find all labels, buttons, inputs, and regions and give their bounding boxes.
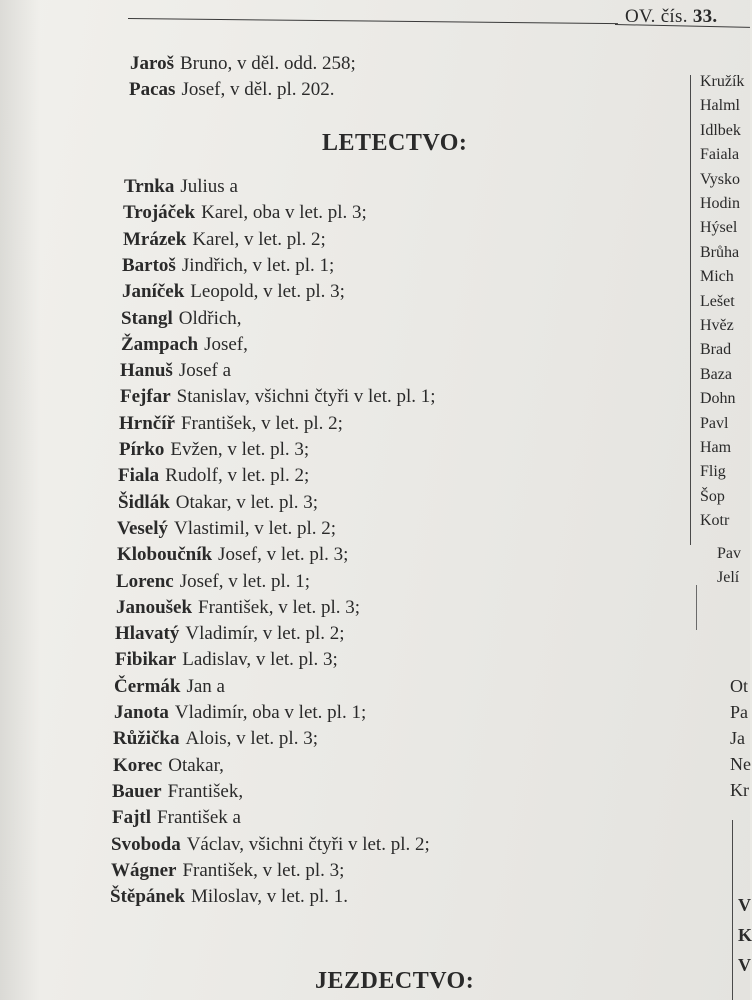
entry-detail: Josef, v let. pl. 1; [179, 571, 311, 592]
section-title-jezdectvo: JEZDECTVO: [315, 968, 475, 994]
entry-detail: Rudolf, v let. pl. 2; [165, 465, 310, 486]
entry-row [119, 413, 343, 435]
right-column-fragment: Halml [700, 97, 740, 114]
entry-detail: Julius a [180, 176, 238, 197]
entry-row [112, 807, 241, 829]
entry-surname: Štěpánek [110, 886, 185, 907]
entry-row [116, 571, 310, 593]
header-label: OV. čís. [625, 6, 688, 27]
entry-row [112, 781, 243, 803]
entry-row [120, 360, 231, 382]
entry-row [120, 386, 436, 408]
entry-surname: Fajtl [112, 807, 152, 828]
entry-row [124, 176, 238, 198]
entry-detail: Vladimír, oba v let. pl. 1; [174, 702, 367, 723]
entry-row [115, 623, 345, 645]
right-column-bottom-fragment: V [738, 895, 751, 915]
right-column-fragment: Idlbek [700, 122, 741, 139]
entry-row [119, 439, 309, 461]
entry-row [117, 518, 336, 540]
entry-surname: Kloboučník [117, 544, 213, 565]
column-divider-lower [696, 585, 697, 630]
entry-surname: Šidlák [118, 492, 170, 513]
entry-surname: Žampach [121, 334, 199, 355]
right-column-fragment: Pavl [700, 415, 729, 432]
entry-row [117, 544, 348, 566]
entry-surname: Korec [113, 755, 163, 776]
right-column-lower-fragment: Pa [730, 702, 748, 722]
entry-detail: Karel, v let. pl. 2; [192, 229, 326, 250]
right-column-fragment: Jelí [717, 569, 740, 586]
entry-detail: Stanislav, všichni čtyři v let. pl. 1; [176, 386, 436, 407]
entry-detail: Josef, v děl. pl. 202. [181, 79, 335, 100]
entry-detail: Jindřich, v let. pl. 1; [181, 255, 335, 276]
entry-surname: Svoboda [111, 834, 181, 855]
entry-surname: Pacas [129, 79, 176, 100]
entry-surname: Jaroš [130, 53, 174, 74]
entry-surname: Čermák [114, 676, 181, 697]
entry-surname: Veselý [117, 518, 169, 539]
entry-row [114, 676, 225, 698]
right-column-fragment: Vysko [700, 171, 741, 188]
right-column-fragment: Faiala [700, 146, 740, 163]
right-column-fragment: Kružík [700, 73, 745, 90]
entry-detail: Leopold, v let. pl. 3; [190, 281, 345, 302]
entry-row [122, 255, 334, 277]
entry-row [113, 728, 318, 750]
entry-detail: Josef, v let. pl. 3; [218, 544, 349, 565]
entry-detail: Otakar, v let. pl. 3; [175, 492, 318, 513]
entry-detail: František, [167, 781, 244, 802]
right-column-lower-fragment: Ne [730, 754, 751, 774]
page-shadow [0, 0, 40, 1000]
entry-row [121, 334, 248, 356]
entry-row [116, 597, 360, 619]
right-column-bottom-fragment: V [738, 955, 751, 975]
right-column-fragment: Ham [700, 439, 732, 456]
entry-detail: Miloslav, v let. pl. 1. [190, 886, 349, 907]
entry-surname: Trojáček [123, 202, 196, 223]
right-column-fragment: Hvěz [700, 317, 734, 334]
entry-detail: Josef, [204, 334, 248, 355]
column-divider [690, 75, 691, 545]
entry-row [111, 834, 430, 856]
entry-surname: Hlavatý [115, 623, 180, 644]
entry-surname: Stangl [121, 308, 173, 329]
entry-surname: Trnka [124, 176, 175, 197]
entry-detail: Jan a [186, 676, 225, 697]
header-rule [128, 18, 618, 24]
entry-row [118, 492, 318, 514]
entry-row [123, 229, 326, 251]
entry-row [110, 886, 348, 908]
entry-surname: Janoušek [116, 597, 193, 618]
right-column-fragment: Baza [700, 366, 732, 383]
entry-detail: Vladimír, v let. pl. 2; [185, 623, 345, 644]
entry-detail: Karel, oba v let. pl. 3; [201, 202, 367, 223]
entry-row [121, 308, 242, 330]
entry-row [113, 755, 224, 777]
entry-detail: Evžen, v let. pl. 3; [170, 439, 310, 460]
right-column-fragment: Brad [700, 341, 732, 358]
entry-row [114, 702, 366, 724]
entry-detail: Otakar, [168, 755, 224, 776]
entry-row [122, 281, 345, 303]
entry-surname: Hrnčíř [119, 413, 175, 434]
right-column-fragment: Brůha [700, 244, 740, 261]
page-header [625, 6, 717, 28]
entry-detail: Oldřich, [178, 308, 242, 329]
entry-detail: Bruno, v děl. odd. 258; [179, 53, 356, 74]
entry-surname: Janíček [122, 281, 185, 302]
entry-surname: Hanuš [120, 360, 173, 381]
entry-surname: Mrázek [123, 229, 187, 250]
right-column-fragment: Pav [717, 545, 741, 562]
right-column-bottom-fragment: K [738, 925, 752, 945]
entry-detail: Václav, všichni čtyři v let. pl. 2; [186, 834, 430, 855]
right-column-fragment: Hodin [700, 195, 740, 212]
entry-surname: Fiala [118, 465, 160, 486]
right-column-fragment: Flig [700, 463, 726, 480]
entry-surname: Bauer [112, 781, 162, 802]
right-column-fragment: Lešet [700, 293, 735, 310]
entry-detail: Vlastimil, v let. pl. 2; [174, 518, 337, 539]
entry-surname: Wágner [111, 860, 177, 881]
right-column-fragment: Dohn [700, 390, 736, 407]
entry-surname: Fejfar [120, 386, 171, 407]
column-divider-bottom [732, 820, 733, 1000]
right-column-lower-fragment: Ot [730, 676, 748, 696]
right-column-lower-fragment: Kr [730, 780, 749, 800]
entry-row [111, 860, 344, 882]
section-title-letectvo: LETECTVO: [322, 130, 468, 156]
header-number: 33. [692, 6, 718, 27]
right-column-fragment: Mich [700, 268, 734, 285]
right-column-fragment: Šop [700, 488, 725, 505]
right-column-fragment: Hýsel [700, 219, 738, 236]
entry-detail: Ladislav, v let. pl. 3; [182, 649, 338, 670]
entry-detail: František, v let. pl. 3; [182, 860, 345, 881]
entry-surname: Růžička [113, 728, 180, 749]
entry-detail: Josef a [178, 360, 232, 381]
entry-detail: František, v let. pl. 2; [180, 413, 343, 434]
entry-row [115, 649, 338, 671]
entry-row [130, 53, 356, 75]
entry-row [129, 79, 334, 101]
entry-detail: František, v let. pl. 3; [198, 597, 361, 618]
right-column-lower-fragment: Ja [730, 728, 745, 748]
entry-surname: Fibikar [115, 649, 177, 670]
entry-detail: Alois, v let. pl. 3; [185, 728, 318, 749]
entry-detail: František a [157, 807, 241, 828]
entry-surname: Janota [114, 702, 169, 723]
right-column-fragment: Kotr [700, 512, 730, 529]
entry-row [118, 465, 309, 487]
entry-surname: Bartoš [122, 255, 176, 276]
entry-row [123, 202, 367, 224]
entry-surname: Pírko [119, 439, 165, 460]
entry-surname: Lorenc [116, 571, 174, 592]
